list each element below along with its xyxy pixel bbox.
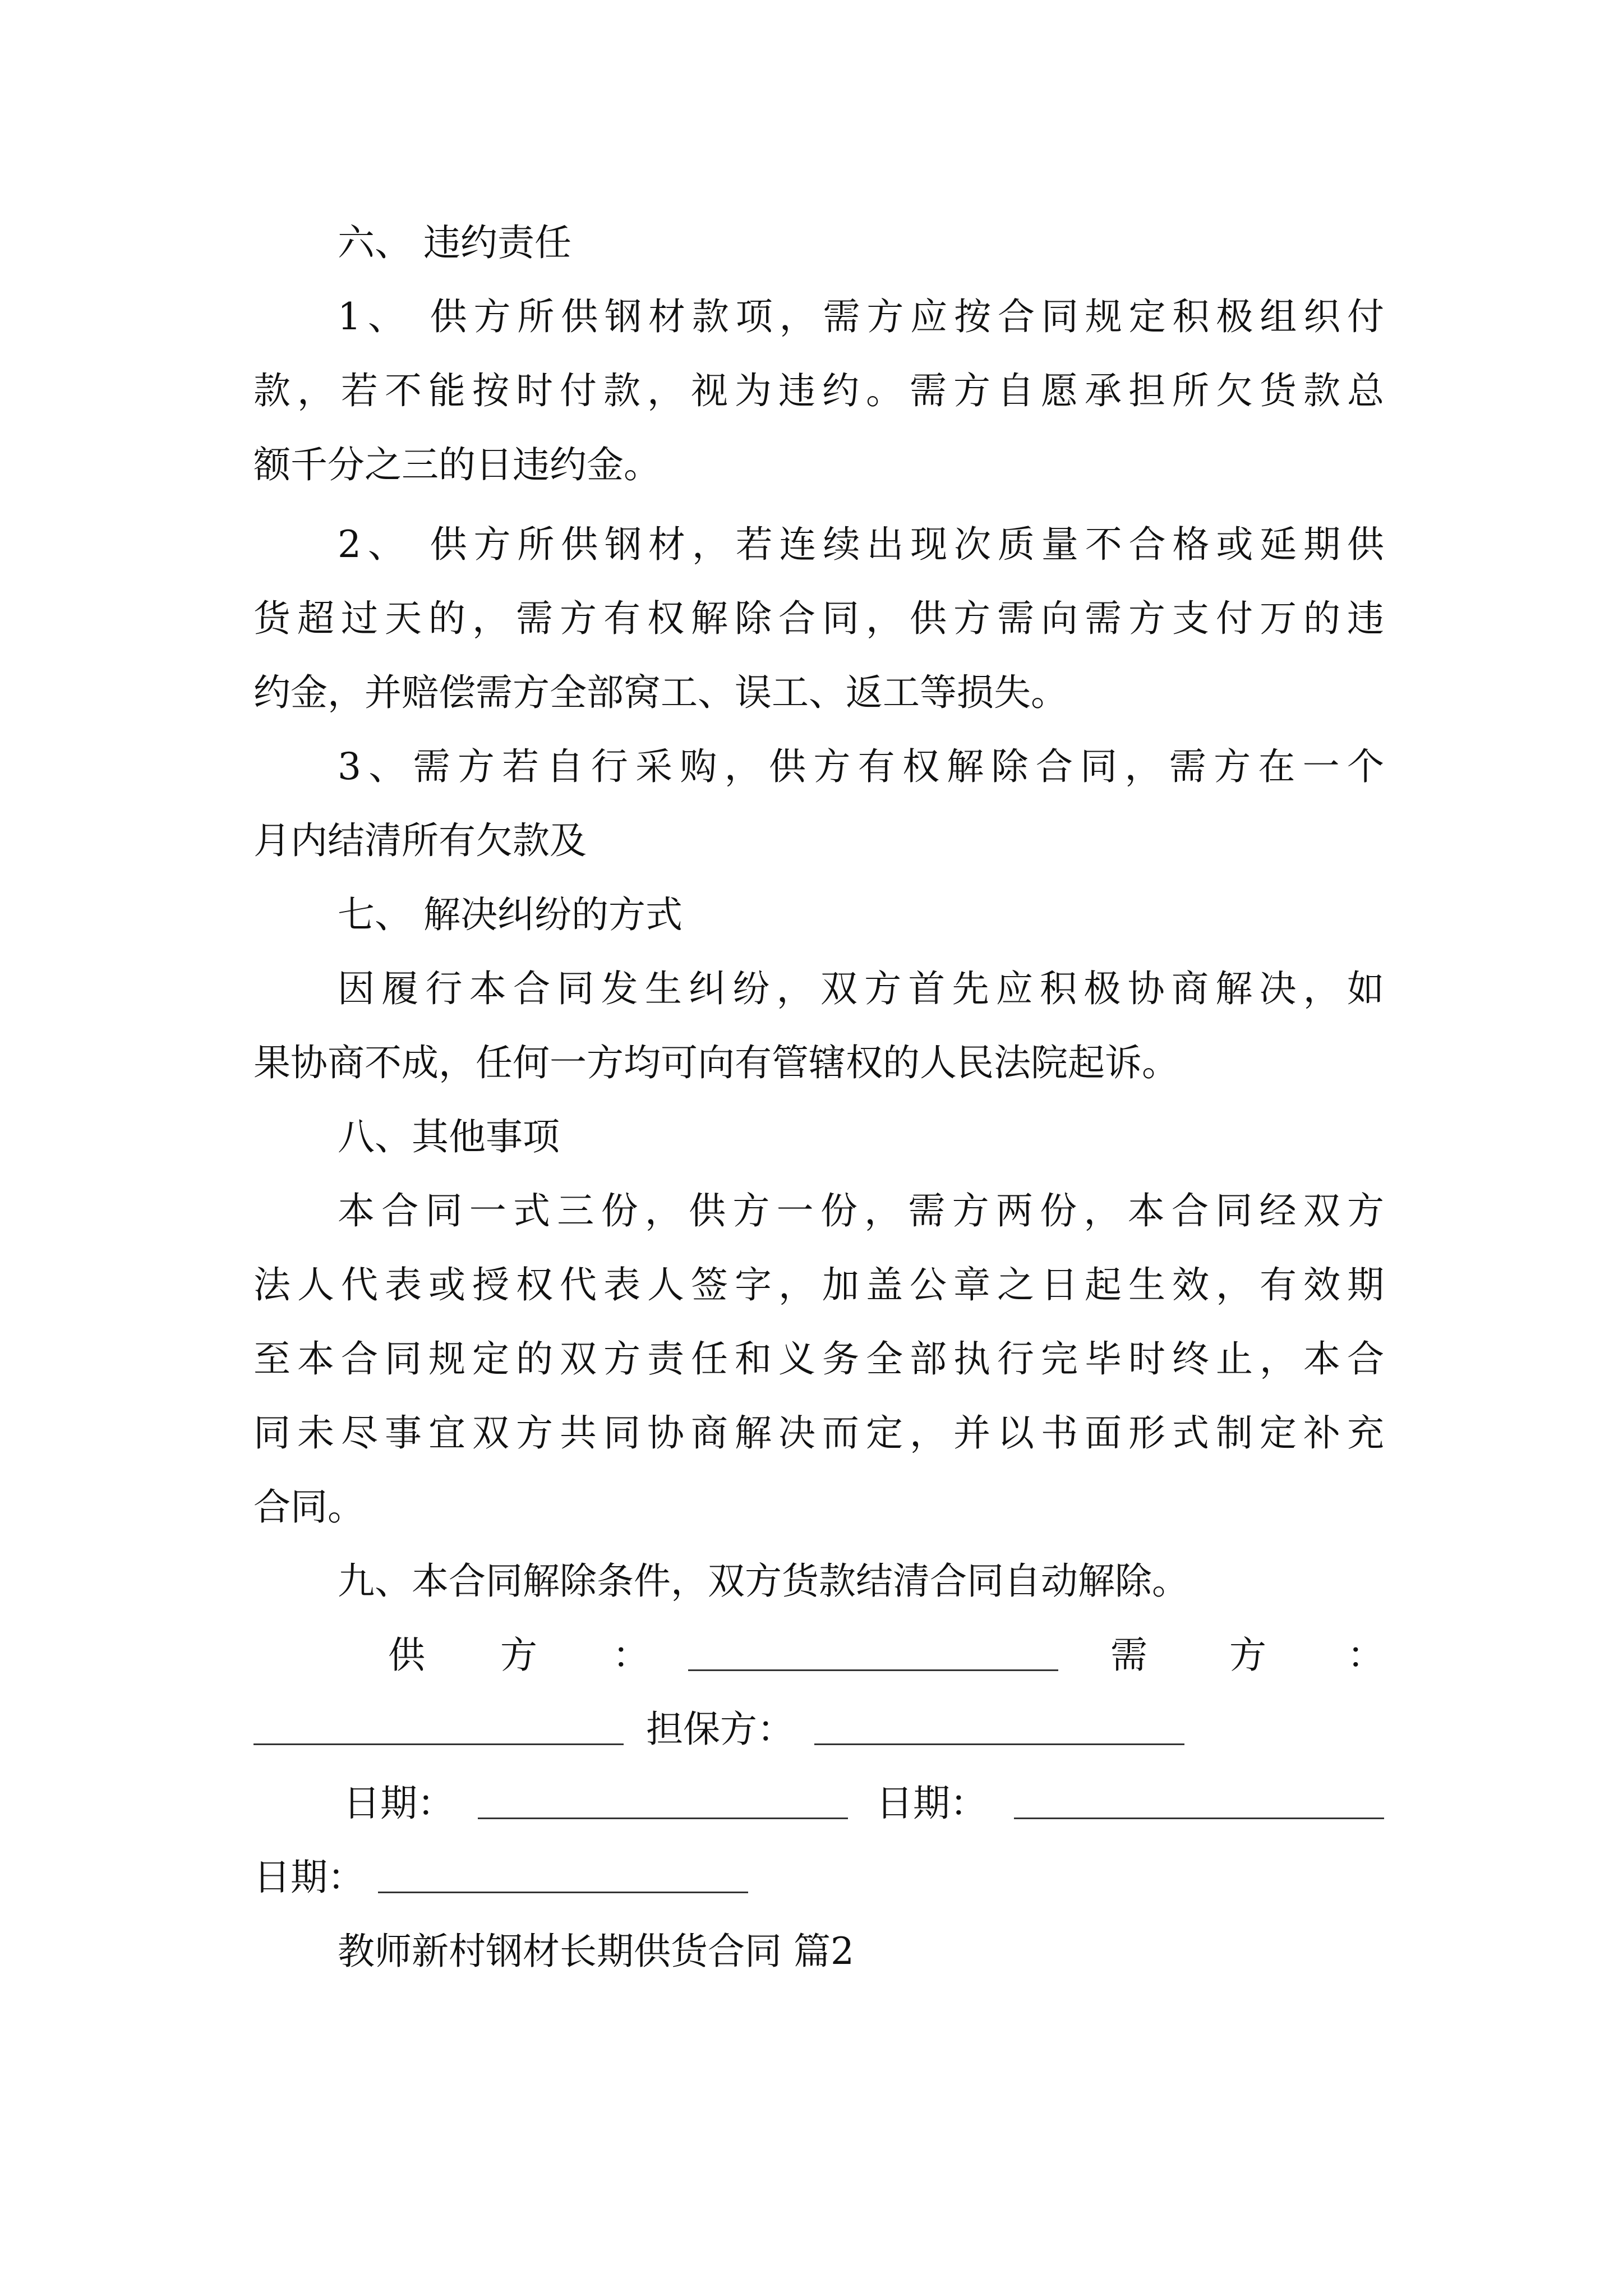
section-6-clause-1-line-1: 1、 供方所供钢材款项，需方应按合同规定积极组织付 bbox=[338, 295, 1384, 338]
buyer-char-1: 需 bbox=[1110, 1634, 1147, 1677]
guarantor-date-blank bbox=[378, 1858, 748, 1903]
guarantor-label: 担保方： bbox=[646, 1708, 794, 1751]
supplier-char-3: ： bbox=[612, 1634, 649, 1677]
buyer-signature-blank bbox=[253, 1710, 624, 1755]
section-7-para-line-2: 果协商不成，任何一方均可向有管辖权的人民法院起诉。 bbox=[253, 1041, 1179, 1084]
guarantor-date-label: 日期： bbox=[253, 1856, 365, 1899]
buyer-date-label: 日期： bbox=[876, 1782, 987, 1825]
section-8-para-line-2: 法人代表或授权代表人签字，加盖公章之日起生效，有效期 bbox=[253, 1263, 1384, 1306]
section-7-heading: 七、 解决纠纷的方式 bbox=[338, 893, 683, 936]
section-6-clause-2-line-2: 货超过天的，需方有权解除合同，供方需向需方支付万的违 bbox=[253, 597, 1384, 640]
supplier-char-1: 供 bbox=[388, 1634, 425, 1677]
signature-row-guarantor-date bbox=[253, 1855, 1384, 1900]
section-6-clause-2-line-1: 2、 供方所供钢材，若连续出现次质量不合格或延期供 bbox=[338, 523, 1384, 566]
section-8-para-line-5: 合同。 bbox=[253, 1485, 365, 1529]
section-7-para-line-1: 因履行本合同发生纠纷，双方首先应积极协商解决，如 bbox=[338, 967, 1384, 1010]
signature-row-guarantor bbox=[253, 1707, 1384, 1752]
supplier-date-blank bbox=[478, 1784, 848, 1829]
buyer-char-3: ： bbox=[1347, 1634, 1384, 1677]
section-6-clause-3-line-1: 3、需方若自行采购，供方有权解除合同，需方在一个 bbox=[338, 745, 1384, 788]
section-9-clause: 九、本合同解除条件，双方货款结清合同自动解除。 bbox=[338, 1559, 1189, 1603]
supplier-char-2: 方 bbox=[500, 1634, 537, 1677]
buyer-date-blank bbox=[1014, 1784, 1384, 1829]
buyer-char-2: 方 bbox=[1229, 1634, 1266, 1677]
section-8-para-line-4: 同未尽事宜双方共同协商解决而定，并以书面形式制定补充 bbox=[253, 1411, 1384, 1455]
section-8-para-line-3: 至本合同规定的双方责任和义务全部执行完毕时终止，本合 bbox=[253, 1337, 1384, 1381]
section-8-heading: 八、其他事项 bbox=[338, 1115, 560, 1158]
section-6-clause-1-line-3: 额千分之三的日违约金。 bbox=[253, 443, 661, 486]
section-6-heading: 六、 违约责任 bbox=[338, 221, 571, 264]
section-6-clause-2-line-3: 约金，并赔偿需方全部窝工、误工、返工等损失。 bbox=[253, 671, 1068, 714]
section-6-clause-1-line-2: 款，若不能按时付款，视为违约。需方自愿承担所欠货款总 bbox=[253, 369, 1384, 412]
supplier-date-label: 日期： bbox=[343, 1782, 454, 1825]
guarantor-signature-blank bbox=[814, 1710, 1184, 1755]
section-8-para-line-1: 本合同一式三份，供方一份，需方两份，本合同经双方 bbox=[338, 1189, 1384, 1232]
signature-row-dates bbox=[253, 1781, 1384, 1826]
supplier-signature-blank bbox=[688, 1636, 1058, 1681]
signature-row-supplier-buyer bbox=[253, 1633, 1384, 1678]
section-6-clause-3-line-2: 月内结清所有欠款及 bbox=[253, 819, 587, 862]
next-contract-title: 教师新村钢材长期供货合同 篇2 bbox=[338, 1930, 854, 1973]
